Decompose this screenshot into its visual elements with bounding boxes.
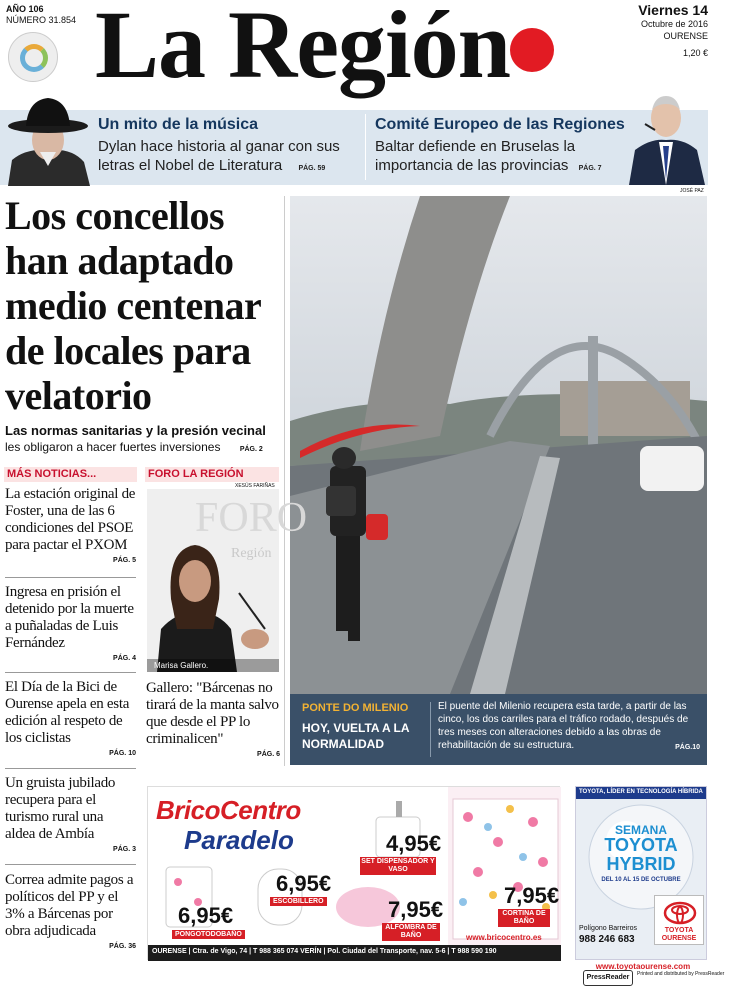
toyota-tagline: TOYOTA, LÍDER EN TECNOLOGÍA HÍBRIDA: [579, 789, 703, 795]
foro-backdrop-sub: Región: [231, 546, 272, 561]
foro-backdrop: FORO: [195, 495, 308, 541]
edition-number: NÚMERO 31.854: [6, 15, 77, 25]
brief-3[interactable]: [5, 679, 136, 757]
foro-story[interactable]: [146, 680, 280, 758]
foro-credit: XESÚS FARIÑAS: [235, 483, 275, 489]
foro-photo-caption: Marisa Gallero.: [154, 661, 209, 670]
caption-page: PÁG.10: [675, 744, 700, 751]
brief-4[interactable]: [5, 775, 136, 853]
main-page: PÁG. 2: [239, 446, 263, 453]
teaser-2-text[interactable]: Baltar defiende en Bruselas la importancia de las provincias PÁG. 7: [375, 138, 602, 174]
main-headline[interactable]: Los concellos han adaptado medio centenar de locales para velatorio: [5, 193, 261, 418]
brief-page: PÁG. 36: [109, 943, 136, 950]
toyota-l2: TOYOTA: [604, 835, 678, 855]
edition-year: AÑO 106: [6, 4, 44, 14]
brico-web[interactable]: www.bricocentro.es: [466, 933, 542, 942]
brief-rule: [5, 864, 136, 865]
main-deck-bold: Las normas sanitarias y la presión vecinal: [5, 423, 266, 438]
brief-text: La estación original de Foster, una de las 6 condiciones del PSOE para pactar el PXOM: [5, 486, 136, 553]
bricocentro-ad[interactable]: [147, 786, 560, 960]
toyota-phone: 988 246 683: [579, 934, 635, 945]
photo-credit: JOSÉ PAZ: [680, 188, 704, 194]
foro-text: Gallero: "Bárcenas no tirará de la manta salvo que desde el PP lo criminalicen": [146, 680, 279, 747]
offer-label: CORTINA DE BAÑO: [498, 909, 550, 927]
band-divider: [365, 114, 366, 180]
pressreader-text: Printed and distributed by PressReader: [637, 971, 725, 977]
teaser-2-page: PÁG. 7: [578, 165, 602, 172]
offer-label: ALFOMBRA DE BAÑO: [382, 923, 440, 941]
caption-text: El puente del Milenio recupera esta tarde, a partir de las cinco, los dos carriles para el tráfico rodado, después de tres meses con alteraciones debido a las obras de rehabilitación de su estructura. PÁG.10: [438, 700, 700, 754]
offer-price: 6,95€: [178, 903, 234, 928]
brief-page: PÁG. 5: [113, 557, 136, 564]
brief-text: Correa admite pagos a políticos del PP y el 3% a Bárcenas por obra adjudicada: [5, 872, 134, 939]
date-month: Octubre de 2016: [640, 19, 708, 29]
offer-price: 7,95€: [504, 883, 560, 908]
toyota-ad[interactable]: [575, 786, 707, 960]
date-day: Viernes 14: [638, 2, 708, 18]
toyota-l1: SEMANA: [614, 823, 667, 837]
city: OURENSE: [663, 31, 708, 41]
teaser-1-page: PÁG. 59: [298, 165, 326, 172]
pressreader-stamp[interactable]: [583, 968, 743, 990]
price: 1,20 €: [682, 48, 708, 58]
toyota-brand-city: OURENSE: [661, 935, 697, 942]
foro-header: FORO LA REGIÓN: [145, 467, 279, 482]
brief-page: PÁG. 10: [109, 750, 136, 757]
brico-footer: OURENSE | Ctra. de Vigo, 74 | T 988 365 074 VERÍN | Pol. Ciudad del Transporte, nav. 5-6 | T 988 590 190: [152, 948, 497, 955]
brief-page: PÁG. 3: [113, 846, 136, 853]
photo-caption-box: [290, 694, 707, 765]
teaser-2-title[interactable]: Comité Europeo de las Regiones: [375, 116, 625, 133]
brief-1[interactable]: [5, 486, 136, 564]
newspaper-title: La Región: [95, 0, 511, 98]
brief-rule: [5, 768, 136, 769]
offer-price: 6,95€: [276, 871, 332, 896]
teaser-1-title[interactable]: Un mito de la música: [98, 116, 259, 133]
toyota-l3: HYBRID: [606, 854, 676, 874]
brico-brand-2: Paradelo: [184, 825, 294, 855]
brief-rule: [5, 577, 136, 578]
more-news-header: MÁS NOTICIAS...: [4, 467, 137, 482]
brico-brand-1: BricoCentro: [156, 795, 301, 825]
dylan-photo: [6, 90, 92, 186]
brief-2[interactable]: [5, 584, 136, 662]
pressreader-logo: PressReader: [583, 970, 633, 986]
baltar-photo: [625, 84, 707, 185]
toyota-address: Polígono Barreiros: [579, 925, 637, 932]
bridge-photo: [290, 196, 707, 694]
offer-label: ESCOBILLERO: [270, 897, 327, 906]
column-rule: [284, 196, 285, 766]
offer-price: 4,95€: [386, 831, 442, 856]
brief-page: PÁG. 4: [113, 655, 136, 662]
brief-5[interactable]: [5, 872, 136, 950]
toyota-logo-box: [654, 895, 704, 945]
edition-info: [6, 4, 96, 26]
foro-page: PÁG. 6: [257, 751, 280, 758]
toyota-web[interactable]: www.toyotaourense.com: [595, 962, 691, 971]
toyota-brand: TOYOTA: [664, 927, 694, 934]
foro-photo: [147, 489, 308, 672]
red-dot-icon: [510, 28, 554, 72]
toyota-logo-icon: [663, 901, 697, 925]
toyota-dates: DEL 10 AL 15 DE OCTUBRE: [601, 877, 681, 883]
brief-text: Ingresa en prisión el detenido por la muerte a puñaladas de Luis Fernández: [5, 584, 134, 651]
ring-logo-icon: [8, 32, 58, 82]
brief-text: Un gruista jubilado recupera para el turismo rural una aldea de Ambía: [5, 775, 116, 842]
teaser-1-text[interactable]: Dylan hace historia al ganar con sus letras el Nobel de Literatura PÁG. 59: [98, 138, 340, 174]
caption-divider: [430, 702, 431, 757]
brief-text: El Día de la Bici de Ourense apela en esta edición al respeto de los ciclistas: [5, 679, 130, 746]
caption-title[interactable]: HOY, VUELTA A LA NORMALIDAD: [302, 721, 410, 751]
offer-label: SET DISPENSADOR Y VASO: [361, 858, 435, 873]
main-deck: les obligaron a hacer fuertes inversiones PÁG. 2: [5, 440, 263, 454]
offer-price: 7,95€: [388, 897, 444, 922]
date-box: [613, 2, 708, 59]
brief-rule: [5, 672, 136, 673]
caption-kicker: PONTE DO MILENIO: [302, 702, 409, 714]
offer-label: PONGOTODOBAÑO: [172, 930, 245, 939]
